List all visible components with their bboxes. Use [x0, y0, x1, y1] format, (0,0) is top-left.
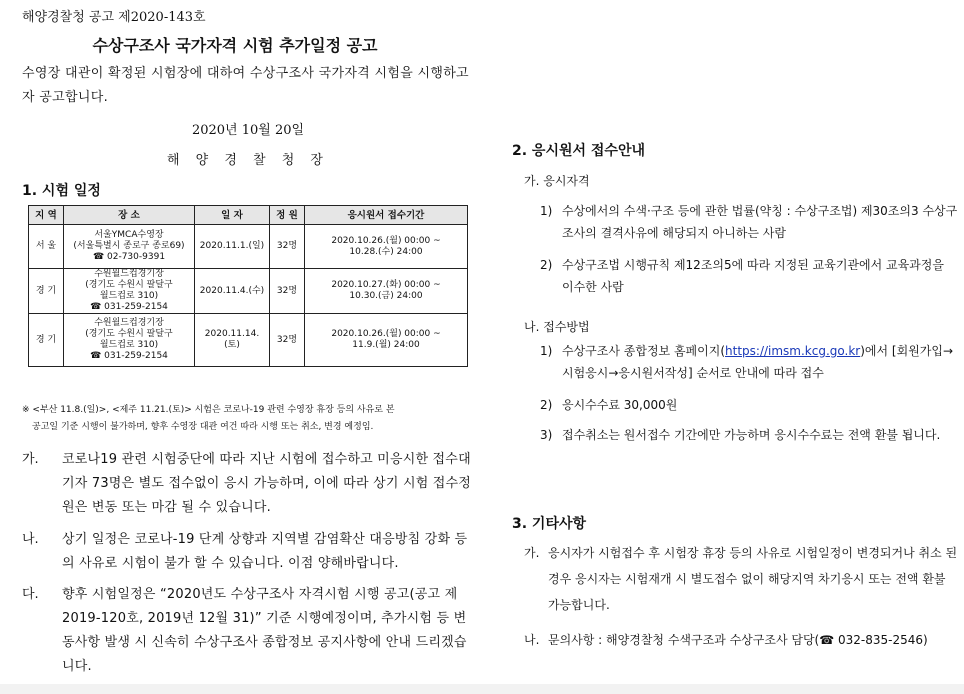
contact-item: [524, 627, 960, 653]
cell-period: [305, 314, 468, 367]
section3-title: 3. 기타사항: [512, 516, 587, 532]
item-label: 나.: [524, 633, 540, 647]
header-region: 지 역: [29, 206, 64, 225]
eligibility-heading: 가. 응시자격: [524, 174, 590, 188]
refund-item: [540, 424, 958, 446]
paragraph-text: 상기 일정은 코로나-19 단계 상향과 지역별 감염확산 대응방침 강화 등의 사유로 시험이 불가 할 수 있습니다. 이점 양해바랍니다.: [62, 532, 468, 571]
cell-region: 서 울: [29, 225, 64, 269]
header-place: 장 소: [64, 206, 195, 225]
section1-title: 1. 시험 일정: [22, 183, 101, 199]
notice-date: 2020년 10월 20일: [191, 123, 305, 138]
period-start: 2020.10.26.(월) 00:00 ~: [331, 235, 441, 246]
place-address: 월드컵로 310): [99, 340, 159, 350]
application-method-item: [540, 340, 958, 384]
item-number: 3): [540, 428, 553, 442]
item-text: 응시수수료 30,000원: [562, 398, 678, 412]
item-text: 접수취소는 원서접수 기간에만 가능하며 응시수수료는 전액 환불 됩니다.: [562, 428, 941, 442]
table-row: [29, 269, 468, 314]
cell-region: 경 기: [29, 269, 64, 314]
intro-paragraph: 수영장 대관이 확정된 시험장에 대하여 수상구조사 국가자격 시험을 시행하고자 공고합니다.: [22, 66, 469, 105]
item-text: 응시자가 시험접수 후 시험장 휴장 등의 사유로 시험일정이 변경되거나 취소 된 경우 응시자는 시험재개 시 별도접수 없이 해당지역 차기응시 또는 전액 환불 가능합니다.: [548, 546, 958, 612]
cell-capacity: 32명: [270, 225, 305, 269]
place-address: 월드컵로 310): [99, 291, 159, 301]
item-number: 1): [540, 204, 553, 218]
homepage-link[interactable]: https://imsm.kcg.go.kr: [725, 344, 861, 358]
header-date: 일 자: [195, 206, 270, 225]
header-capacity: 정 원: [270, 206, 305, 225]
cell-place: [64, 314, 195, 367]
cell-place: [64, 269, 195, 314]
place-address: (경기도 수원시 팔달구: [85, 329, 173, 339]
item-text: 수상에서의 수색·구조 등에 관한 법률(약칭 : 수상구조법) 제30조의3 수상구조사의 결격사유에 해당되지 아니하는 사람: [562, 204, 958, 240]
period-end: 10.28.(수) 24:00: [349, 246, 423, 257]
period-start: 2020.10.27.(화) 00:00 ~: [331, 280, 441, 290]
table-row: [29, 225, 468, 269]
item-text: [562, 340, 958, 384]
place-address: (서울특별시 종로구 종로69): [73, 241, 185, 251]
document-number: 해양경찰청 공고 제2020-143호: [22, 10, 206, 25]
cell-capacity: 32명: [270, 269, 305, 314]
item-number: 1): [540, 344, 553, 358]
note-line: 공고일 기준 시행이 불가하며, 향후 수영장 대관 여건 따라 시행 또는 취소, 변경 예정임.: [32, 422, 374, 432]
paragraph-text: 코로나19 관련 시험중단에 따라 지난 시험에 접수하고 미응시한 접수대기자 73명은 별도 접수없이 응시 가능하며, 이에 따라 상기 시험 접수정원은 변동 또는 마감 될 수 있습니다.: [62, 452, 472, 515]
place-name: 수원월드컵경기장: [94, 269, 164, 279]
item-number: 2): [540, 398, 553, 412]
place-name: 서울YMCA수영장: [94, 230, 164, 240]
place-phone: ☎ 031-259-2154: [90, 302, 168, 312]
application-fee-item: [540, 394, 958, 416]
item-label: 가.: [524, 546, 540, 560]
eligibility-item: [540, 254, 958, 298]
issuing-agency: 해 양 경 찰 청 장: [166, 153, 329, 168]
section1-paragraph-ga: [22, 448, 478, 520]
cell-period: [305, 225, 468, 269]
cell-capacity: 32명: [270, 314, 305, 367]
period-end: 10.30.(금) 24:00: [349, 291, 423, 301]
paragraph-text: 향후 시험일정은 “2020년도 수상구조사 자격시험 시행 공고(공고 제2019-120호, 2019년 12월 31)” 기준 시행예정이며, 추가시험 등 변동사항 발생 시 신속히 수상구조사 종합정보 공지사항에 안내 드리겠습니다.: [62, 587, 467, 674]
section2-title: 2. 응시원서 접수안내: [512, 143, 645, 159]
paragraph-label: 다.: [22, 587, 39, 602]
eligibility-item: [540, 200, 958, 244]
cell-period: [305, 269, 468, 314]
place-address: (경기도 수원시 팔달구: [85, 280, 173, 290]
table-row: [29, 314, 468, 367]
table-header-row: [29, 206, 468, 225]
header-period: 응시원서 접수기간: [305, 206, 468, 225]
application-method-heading: 나. 접수방법: [524, 320, 590, 334]
other-item: [524, 540, 960, 618]
cell-date: 2020.11.1.(일): [195, 225, 270, 269]
exam-schedule-table: [28, 205, 468, 367]
section1-paragraph-da: [22, 583, 478, 679]
place-name: 수원월드컵경기장: [94, 318, 164, 328]
note-line: ※ <부산 11.8.(일)>, <제주 11.21.(토)> 시험은 코로나-19 관련 수영장 휴장 등의 사유로 본: [22, 405, 395, 415]
item-text-part: 수상구조사 종합정보 홈페이지(: [562, 344, 726, 358]
section1-paragraph-na: [22, 528, 478, 576]
item-number: 2): [540, 258, 553, 272]
cell-date: 2020.11.14.(토): [195, 314, 270, 367]
paragraph-label: 나.: [22, 532, 39, 547]
cell-region: 경 기: [29, 314, 64, 367]
place-phone: ☎ 02-730-9391: [92, 252, 166, 262]
item-text-part: )에서 [회원가입→시험응시→응시원서작성] 순서로 안내에 따라 접수: [562, 344, 954, 380]
item-text: 문의사항 : 해양경찰청 수색구조과 수상구조사 담당(☎ 032-835-2546): [548, 633, 928, 647]
item-text: 수상구조법 시행규칙 제12조의5에 따라 지정된 교육기관에서 교육과정을 이수한 사람: [562, 258, 944, 294]
place-phone: ☎ 031-259-2154: [90, 351, 168, 361]
cell-date: 2020.11.4.(수): [195, 269, 270, 314]
notice-title: 수상구조사 국가자격 시험 추가일정 공고: [92, 36, 378, 55]
cell-place: [64, 225, 195, 269]
schedule-note: [22, 402, 478, 436]
period-start: 2020.10.26.(월) 00:00 ~: [331, 329, 441, 339]
period-end: 11.9.(월) 24:00: [352, 340, 420, 350]
paragraph-label: 가.: [22, 452, 39, 467]
